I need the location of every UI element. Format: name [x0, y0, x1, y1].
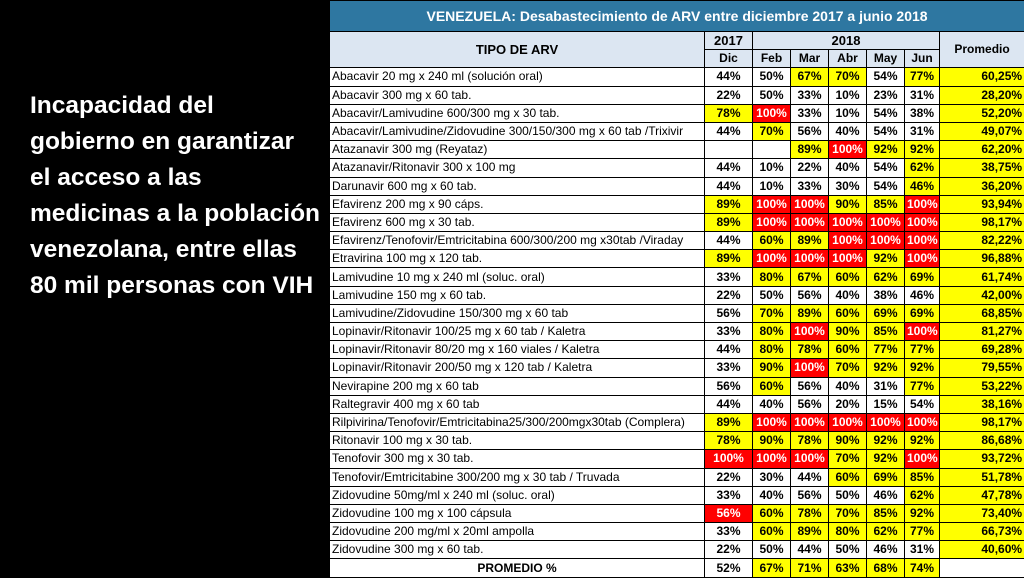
month-value: 78%	[791, 504, 829, 522]
month-value: 44%	[705, 122, 753, 140]
promedio-value: 62,20%	[940, 141, 1024, 159]
month-value: 33%	[705, 486, 753, 504]
drug-name: Lamivudine 10 mg x 240 ml (soluc. oral)	[330, 268, 705, 286]
month-value: 60%	[753, 232, 791, 250]
month-value: 44%	[705, 177, 753, 195]
month-value: 70%	[829, 504, 867, 522]
drug-name: Rilpivirina/Tenofovir/Emtricitabina25/300/200mgx30tab (Complera)	[330, 413, 705, 431]
month-value: 70%	[753, 122, 791, 140]
drug-name: Lamivudine 150 mg x 60 tab.	[330, 286, 705, 304]
month-value: 40%	[753, 395, 791, 413]
month-value: 40%	[829, 159, 867, 177]
promedio-value: 68,85%	[940, 304, 1024, 322]
month-value: 30%	[829, 177, 867, 195]
month-value: 22%	[791, 159, 829, 177]
month-value: 100%	[791, 450, 829, 468]
month-value: 78%	[791, 432, 829, 450]
promedio-value: 81,27%	[940, 323, 1024, 341]
month-value: 50%	[753, 68, 791, 86]
drug-name: Lopinavir/Ritonavir 100/25 mg x 60 tab / Kaletra	[330, 323, 705, 341]
table-row	[330, 341, 1024, 359]
month-value: 23%	[867, 86, 905, 104]
month-value: 44%	[705, 341, 753, 359]
month-value: 33%	[791, 177, 829, 195]
promedio-value: 52,20%	[940, 104, 1024, 122]
month-value: 89%	[791, 523, 829, 541]
drug-name: Darunavir 600 mg x 60 tab.	[330, 177, 705, 195]
table-row	[330, 286, 1024, 304]
month-value: 62%	[905, 159, 940, 177]
month-value: 92%	[905, 141, 940, 159]
month-value: 100%	[905, 323, 940, 341]
month-value: 67%	[791, 268, 829, 286]
table-row	[330, 195, 1024, 213]
month-value: 100%	[867, 213, 905, 231]
table-row	[330, 268, 1024, 286]
table-row	[330, 232, 1024, 250]
month-value: 40%	[829, 286, 867, 304]
promedio-value: 60,25%	[940, 68, 1024, 86]
footer-row	[330, 559, 1024, 577]
month-value: 92%	[867, 141, 905, 159]
month-value: 70%	[829, 68, 867, 86]
promedio-value: 38,75%	[940, 159, 1024, 177]
footer-month-value: 52%	[705, 559, 753, 577]
month-value: 62%	[867, 268, 905, 286]
month-value: 85%	[867, 504, 905, 522]
month-value: 70%	[829, 359, 867, 377]
month-value: 100%	[753, 213, 791, 231]
year-2017-header: 2017	[705, 32, 753, 50]
month-value: 31%	[905, 86, 940, 104]
promedio-value: 49,07%	[940, 122, 1024, 140]
month-value: 60%	[829, 268, 867, 286]
table-row	[330, 523, 1024, 541]
month-value: 22%	[705, 541, 753, 559]
month-value: 31%	[905, 122, 940, 140]
month-value: 33%	[705, 323, 753, 341]
month-value: 100%	[905, 195, 940, 213]
month-value: 90%	[829, 432, 867, 450]
month-value: 33%	[791, 86, 829, 104]
month-value: 100%	[753, 104, 791, 122]
month-value: 50%	[829, 541, 867, 559]
month-value: 46%	[867, 486, 905, 504]
month-value: 44%	[705, 232, 753, 250]
month-value: 60%	[753, 377, 791, 395]
table-row	[330, 304, 1024, 322]
month-value: 46%	[867, 541, 905, 559]
promedio-value: 28,20%	[940, 86, 1024, 104]
month-value: 60%	[829, 304, 867, 322]
month-value: 22%	[705, 286, 753, 304]
table-row	[330, 504, 1024, 522]
month-value: 46%	[905, 177, 940, 195]
month-value: 100%	[791, 195, 829, 213]
month-value: 92%	[905, 359, 940, 377]
month-value: 100%	[791, 213, 829, 231]
month-value: 100%	[791, 359, 829, 377]
month-value: 44%	[705, 395, 753, 413]
month-value: 40%	[829, 377, 867, 395]
month-value: 90%	[829, 195, 867, 213]
month-value: 100%	[705, 450, 753, 468]
col-tipo-header: TIPO DE ARV	[330, 32, 705, 68]
month-value: 100%	[791, 323, 829, 341]
promedio-value: 38,16%	[940, 395, 1024, 413]
month-value: 56%	[705, 504, 753, 522]
drug-name: Efavirenz 200 mg x 90 cáps.	[330, 195, 705, 213]
month-value: 92%	[905, 432, 940, 450]
month-value: 60%	[753, 523, 791, 541]
promedio-value: 79,55%	[940, 359, 1024, 377]
promedio-value: 82,22%	[940, 232, 1024, 250]
month-value: 100%	[829, 141, 867, 159]
month-value: 70%	[753, 304, 791, 322]
month-value: 60%	[829, 341, 867, 359]
promedio-value: 36,20%	[940, 177, 1024, 195]
month-value: 100%	[905, 450, 940, 468]
drug-name: Abacavir 300 mg x 60 tab.	[330, 86, 705, 104]
month-value: 78%	[791, 341, 829, 359]
month-value: 44%	[791, 468, 829, 486]
promedio-value: 53,22%	[940, 377, 1024, 395]
table-row	[330, 359, 1024, 377]
month-value: 92%	[905, 504, 940, 522]
month-value: 54%	[867, 68, 905, 86]
month-value: 56%	[791, 122, 829, 140]
month-value: 22%	[705, 468, 753, 486]
drug-name: Tenofovir/Emtricitabine 300/200 mg x 30 tab / Truvada	[330, 468, 705, 486]
promedio-value: 96,88%	[940, 250, 1024, 268]
promedio-value: 93,94%	[940, 195, 1024, 213]
month-value: 31%	[867, 377, 905, 395]
side-caption: Incapacidad del gobierno en garantizar el acceso a las medicinas a la población venezolana, entre ellas 80 mil personas con VIH	[30, 88, 320, 304]
month-value: 90%	[753, 432, 791, 450]
month-value: 70%	[829, 450, 867, 468]
table-row	[330, 122, 1024, 140]
month-value: 92%	[867, 450, 905, 468]
month-value: 77%	[905, 523, 940, 541]
month-value: 100%	[753, 450, 791, 468]
promedio-value: 47,78%	[940, 486, 1024, 504]
month-value: 56%	[791, 286, 829, 304]
month-value: 90%	[829, 323, 867, 341]
month-value: 100%	[753, 250, 791, 268]
month-value: 89%	[791, 141, 829, 159]
month-value: 100%	[905, 413, 940, 431]
drug-name: Zidovudine 300 mg x 60 tab.	[330, 541, 705, 559]
promedio-value: 61,74%	[940, 268, 1024, 286]
month-value: 89%	[705, 195, 753, 213]
footer-month-value: 74%	[905, 559, 940, 577]
month-value: 40%	[829, 122, 867, 140]
month-value: 100%	[829, 250, 867, 268]
month-value: 100%	[829, 213, 867, 231]
month-value: 44%	[791, 541, 829, 559]
month-value: 77%	[905, 68, 940, 86]
month-value: 69%	[905, 268, 940, 286]
table-row	[330, 141, 1024, 159]
month-value	[753, 141, 791, 159]
month-value: 100%	[905, 232, 940, 250]
month-value: 56%	[791, 377, 829, 395]
month-header-feb: Feb	[753, 50, 791, 68]
table-row	[330, 86, 1024, 104]
month-value: 30%	[753, 468, 791, 486]
month-value: 67%	[791, 68, 829, 86]
drug-name: Abacavir 20 mg x 240 ml (solución oral)	[330, 68, 705, 86]
month-value	[705, 141, 753, 159]
footer-month-value: 63%	[829, 559, 867, 577]
month-value: 22%	[705, 86, 753, 104]
drug-name: Zidovudine 50mg/ml x 240 ml (soluc. oral)	[330, 486, 705, 504]
month-header-jun: Jun	[905, 50, 940, 68]
month-value: 92%	[867, 359, 905, 377]
month-value: 100%	[791, 250, 829, 268]
month-value: 80%	[753, 341, 791, 359]
month-value: 78%	[705, 432, 753, 450]
month-value: 69%	[905, 304, 940, 322]
month-value: 89%	[791, 304, 829, 322]
table-row	[330, 323, 1024, 341]
month-value: 10%	[753, 159, 791, 177]
footer-month-value: 68%	[867, 559, 905, 577]
month-value: 89%	[705, 213, 753, 231]
month-header-dic: Dic	[705, 50, 753, 68]
drug-name: Lopinavir/Ritonavir 200/50 mg x 120 tab / Kaletra	[330, 359, 705, 377]
drug-name: Zidovudine 100 mg x 100 cápsula	[330, 504, 705, 522]
drug-name: Nevirapine 200 mg x 60 tab	[330, 377, 705, 395]
month-value: 89%	[791, 232, 829, 250]
footer-label: PROMEDIO %	[330, 559, 705, 577]
month-value: 100%	[791, 413, 829, 431]
promedio-value: 42,00%	[940, 286, 1024, 304]
month-value: 54%	[867, 159, 905, 177]
month-value: 80%	[753, 323, 791, 341]
month-value: 90%	[753, 359, 791, 377]
month-value: 100%	[753, 195, 791, 213]
month-value: 33%	[705, 523, 753, 541]
month-header-abr: Abr	[829, 50, 867, 68]
month-value: 54%	[867, 177, 905, 195]
drug-name: Ritonavir 100 mg x 30 tab.	[330, 432, 705, 450]
month-value: 10%	[753, 177, 791, 195]
month-value: 50%	[753, 541, 791, 559]
arv-shortage-table	[329, 0, 1024, 578]
month-value: 56%	[705, 304, 753, 322]
month-value: 54%	[867, 104, 905, 122]
table-row	[330, 432, 1024, 450]
promedio-value: 51,78%	[940, 468, 1024, 486]
table-row	[330, 250, 1024, 268]
month-value: 56%	[791, 395, 829, 413]
month-value: 60%	[829, 468, 867, 486]
month-value: 62%	[905, 486, 940, 504]
month-value: 78%	[705, 104, 753, 122]
month-value: 33%	[705, 359, 753, 377]
month-value: 10%	[829, 104, 867, 122]
col-promedio-header: Promedio	[940, 32, 1024, 68]
drug-name: Zidovudine 200 mg/ml x 20ml ampolla	[330, 523, 705, 541]
month-value: 69%	[867, 304, 905, 322]
month-value: 100%	[905, 250, 940, 268]
table-row	[330, 395, 1024, 413]
table-row	[330, 159, 1024, 177]
drug-name: Lamivudine/Zidovudine 150/300 mg x 60 tab	[330, 304, 705, 322]
footer-month-value: 67%	[753, 559, 791, 577]
drug-name: Atazanavir 300 mg (Reyataz)	[330, 141, 705, 159]
month-value: 100%	[829, 232, 867, 250]
table-row	[330, 213, 1024, 231]
month-value: 80%	[753, 268, 791, 286]
table-row	[330, 541, 1024, 559]
month-header-mar: Mar	[791, 50, 829, 68]
drug-name: Atazanavir/Ritonavir 300 x 100 mg	[330, 159, 705, 177]
promedio-value: 86,68%	[940, 432, 1024, 450]
month-value: 56%	[791, 486, 829, 504]
table-row	[330, 177, 1024, 195]
promedio-value: 98,17%	[940, 413, 1024, 431]
table-row	[330, 377, 1024, 395]
table-row	[330, 104, 1024, 122]
month-value: 85%	[905, 468, 940, 486]
month-value: 92%	[867, 250, 905, 268]
month-value: 46%	[905, 286, 940, 304]
month-value: 89%	[705, 250, 753, 268]
month-value: 77%	[905, 377, 940, 395]
footer-month-value: 71%	[791, 559, 829, 577]
month-value: 38%	[867, 286, 905, 304]
table-row	[330, 486, 1024, 504]
month-value: 100%	[753, 413, 791, 431]
month-value: 38%	[905, 104, 940, 122]
month-value: 100%	[867, 232, 905, 250]
promedio-value: 98,17%	[940, 213, 1024, 231]
month-value: 80%	[829, 523, 867, 541]
month-value: 89%	[705, 413, 753, 431]
month-value: 10%	[829, 86, 867, 104]
promedio-value: 69,28%	[940, 341, 1024, 359]
month-value: 31%	[905, 541, 940, 559]
table-body	[330, 68, 1024, 577]
month-value: 50%	[829, 486, 867, 504]
month-value: 44%	[705, 68, 753, 86]
table-row	[330, 468, 1024, 486]
month-value: 40%	[753, 486, 791, 504]
drug-name: Abacavir/Lamivudine 600/300 mg x 30 tab.	[330, 104, 705, 122]
month-value: 56%	[705, 377, 753, 395]
month-value: 33%	[791, 104, 829, 122]
table-row	[330, 413, 1024, 431]
month-value: 77%	[867, 341, 905, 359]
table-title: VENEZUELA: Desabastecimiento de ARV entre diciembre 2017 a junio 2018	[330, 1, 1024, 32]
month-value: 85%	[867, 323, 905, 341]
month-value: 62%	[867, 523, 905, 541]
month-value: 20%	[829, 395, 867, 413]
month-value: 54%	[867, 122, 905, 140]
month-value: 33%	[705, 268, 753, 286]
footer-empty-cell	[940, 559, 1024, 577]
drug-name: Lopinavir/Ritonavir 80/20 mg x 160 viales / Kaletra	[330, 341, 705, 359]
drug-name: Abacavir/Lamivudine/Zidovudine 300/150/300 mg x 60 tab /Trixivir	[330, 122, 705, 140]
drug-name: Etravirina 100 mg x 120 tab.	[330, 250, 705, 268]
month-value: 54%	[905, 395, 940, 413]
promedio-value: 73,40%	[940, 504, 1024, 522]
table-row	[330, 68, 1024, 86]
promedio-value: 40,60%	[940, 541, 1024, 559]
promedio-value: 93,72%	[940, 450, 1024, 468]
month-value: 60%	[753, 504, 791, 522]
month-value: 92%	[867, 432, 905, 450]
month-header-may: May	[867, 50, 905, 68]
year-2018-header: 2018	[753, 32, 940, 50]
drug-name: Raltegravir 400 mg x 60 tab	[330, 395, 705, 413]
month-value: 50%	[753, 86, 791, 104]
drug-name: Efavirenz 600 mg x 30 tab.	[330, 213, 705, 231]
month-value: 44%	[705, 159, 753, 177]
month-value: 100%	[867, 413, 905, 431]
month-value: 69%	[867, 468, 905, 486]
promedio-value: 66,73%	[940, 523, 1024, 541]
month-value: 100%	[905, 213, 940, 231]
month-value: 15%	[867, 395, 905, 413]
drug-name: Efavirenz/Tenofovir/Emtricitabina 600/300/200 mg x30tab /Viraday	[330, 232, 705, 250]
table-row	[330, 450, 1024, 468]
drug-name: Tenofovir 300 mg x 30 tab.	[330, 450, 705, 468]
month-value: 77%	[905, 341, 940, 359]
month-value: 100%	[829, 413, 867, 431]
month-value: 85%	[867, 195, 905, 213]
month-value: 50%	[753, 286, 791, 304]
